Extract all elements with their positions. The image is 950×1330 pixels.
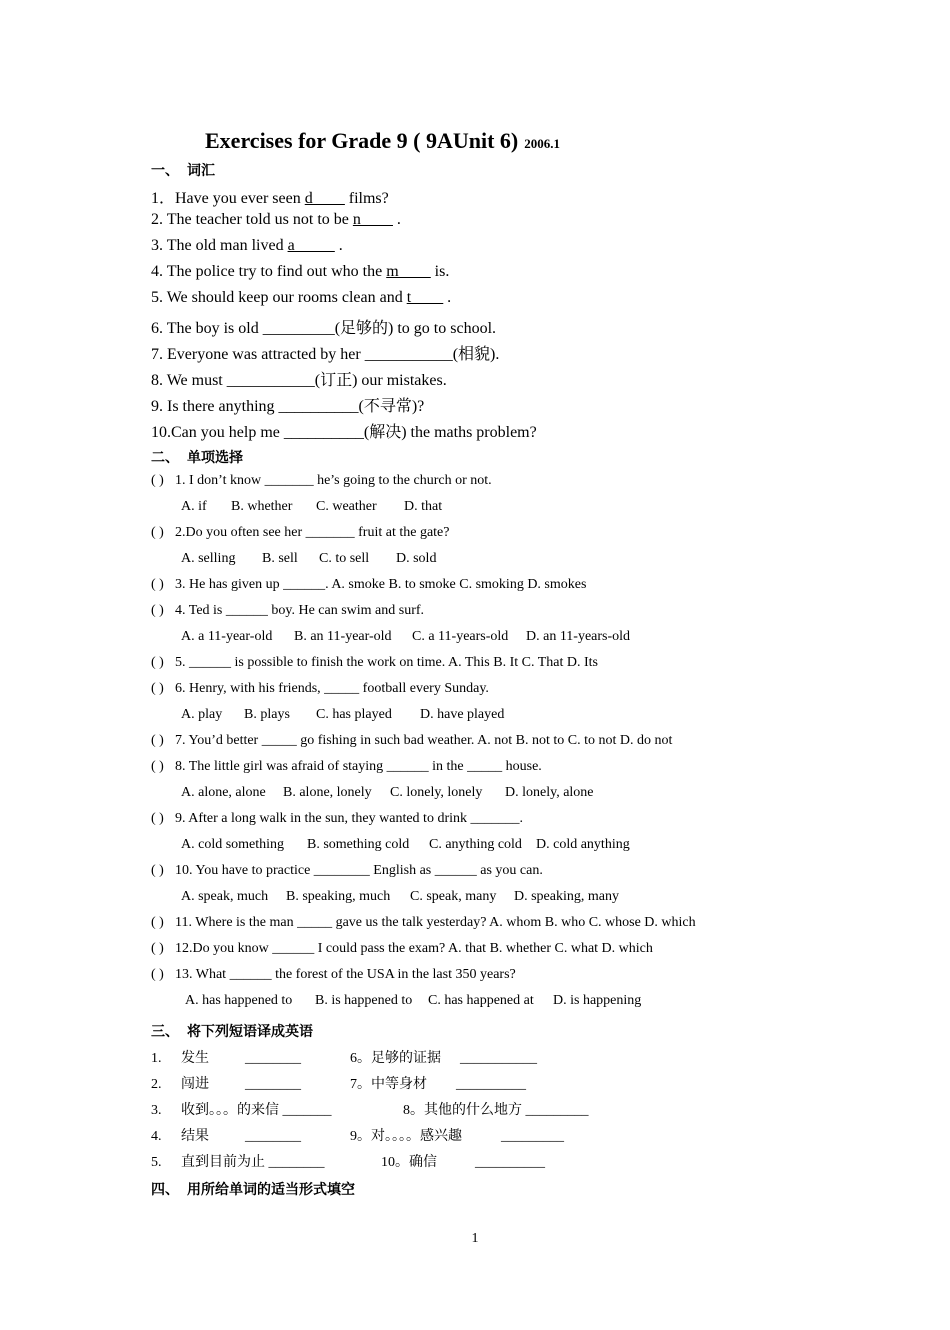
vocab-item-6: 6. The boy is old _________(足够的) to go to school. bbox=[151, 320, 497, 337]
mc-option: D. cold anything bbox=[536, 837, 630, 852]
mc-option: A. play bbox=[181, 707, 223, 722]
mc-option: C. a 11-years-old bbox=[412, 629, 509, 644]
mc-option: D. speaking, many bbox=[514, 889, 619, 904]
fill-blank[interactable]: ________ bbox=[268, 1155, 325, 1170]
mc-question-7: ( ) 7. You’d better _____ go fishing in such bad weather. A. not B. not to C. to not D. do not bbox=[151, 733, 673, 748]
mc-option: A. speak, much bbox=[181, 889, 269, 904]
mc-option: C. weather bbox=[316, 499, 377, 514]
mc-question-5: ( ) 5. ______ is possible to finish the work on time. A. This B. It C. That D. Its bbox=[151, 655, 598, 670]
mc-option: A. cold something bbox=[181, 837, 285, 852]
phrase-item-6: 6。足够的证据 ___________ bbox=[350, 1051, 537, 1066]
phrase-item-2: 2. 闯进 ________ bbox=[151, 1077, 301, 1092]
vocab-item-7: 7. Everyone was attracted by her ___________(相貌). bbox=[151, 346, 500, 363]
phrase-item-7: 7。中等身材 __________ bbox=[350, 1077, 526, 1092]
vocab-item-2: 2. The teacher told us not to be n____ . bbox=[151, 211, 401, 228]
mc-question-10: ( ) 10. You have to practice ________ English as ______ as you can. bbox=[151, 863, 543, 878]
mc-option: C. to sell bbox=[319, 551, 370, 566]
fill-blank[interactable]: ________ bbox=[245, 1077, 301, 1092]
mc-question-2: ( ) 2.Do you often see her _______ fruit at the gate? bbox=[151, 525, 450, 540]
answer-bracket[interactable]: ( ) bbox=[151, 915, 164, 930]
mc-option: C. has happened at bbox=[428, 993, 534, 1008]
answer-bracket[interactable]: ( ) bbox=[151, 733, 164, 748]
phrase-item-9: 9。对。。。。感兴趣 _________ bbox=[350, 1129, 564, 1144]
phrase-item-3: 3. 收到。。。的来信 _______ bbox=[151, 1103, 332, 1118]
mc-option: B. whether bbox=[231, 499, 293, 514]
section-heading-multiple-choice: 二、 单项选择 bbox=[151, 451, 243, 466]
fill-blank[interactable]: t____ bbox=[406, 289, 444, 306]
answer-bracket[interactable]: ( ) bbox=[151, 655, 164, 670]
fill-blank[interactable]: __________ bbox=[475, 1155, 545, 1170]
mc-question-1: ( ) 1. I don’t know _______ he’s going to the church or not. bbox=[151, 473, 492, 488]
mc-option: D. sold bbox=[396, 551, 437, 566]
answer-bracket[interactable]: ( ) bbox=[151, 863, 164, 878]
answer-bracket[interactable]: ( ) bbox=[151, 759, 164, 774]
section-heading-translation: 三、 将下列短语译成英语 bbox=[151, 1025, 313, 1040]
mc-question-13: ( ) 13. What ______ the forest of the USA in the last 350 years? bbox=[151, 967, 516, 982]
title-main: Exercises for Grade 9 ( 9AUnit 6) bbox=[205, 128, 519, 153]
mc-option: B. something cold bbox=[307, 837, 410, 852]
phrase-item-5: 5. 直到目前为止 ________ bbox=[151, 1155, 325, 1170]
mc-option: B. alone, lonely bbox=[283, 785, 372, 800]
fill-blank[interactable]: ________ bbox=[245, 1051, 301, 1066]
mc-question-12: ( ) 12.Do you know ______ I could pass the exam? A. that B. whether C. what D. which bbox=[151, 941, 653, 956]
fill-blank[interactable]: d____ bbox=[304, 190, 345, 207]
answer-bracket[interactable]: ( ) bbox=[151, 941, 164, 956]
vocab-item-4: 4. The police try to find out who the m____ is. bbox=[151, 263, 450, 280]
mc-option: A. alone, alone bbox=[181, 785, 266, 800]
mc-option: A. has happened to bbox=[185, 993, 293, 1008]
mc-option: C. speak, many bbox=[410, 889, 497, 904]
section-heading-vocabulary bbox=[151, 160, 215, 180]
mc-option: B. is happened to bbox=[315, 993, 413, 1008]
mc-question-9: ( ) 9. After a long walk in the sun, they wanted to drink _______. bbox=[151, 811, 523, 826]
answer-bracket[interactable]: ( ) bbox=[151, 577, 164, 592]
mc-option: B. an 11-year-old bbox=[294, 629, 392, 644]
vocab-item-3: 3. The old man lived a_____ . bbox=[151, 237, 343, 254]
answer-bracket[interactable]: ( ) bbox=[151, 525, 164, 540]
fill-blank[interactable]: _________ bbox=[525, 1103, 589, 1118]
mc-question-3: ( ) 3. He has given up ______. A. smoke B. to smoke C. smoking D. smokes bbox=[151, 577, 587, 592]
page-title bbox=[205, 128, 560, 154]
section-number: 一、 bbox=[151, 164, 179, 179]
fill-blank[interactable]: m____ bbox=[386, 263, 431, 280]
mc-option: A. selling bbox=[181, 551, 236, 566]
fill-blank[interactable]: ________ bbox=[245, 1129, 301, 1144]
vocab-item-9: 9. Is there anything __________(不寻常)? bbox=[151, 398, 425, 415]
vocab-item-10: 10.Can you help me __________(解决) the maths problem? bbox=[151, 424, 537, 441]
section-label: 词汇 bbox=[187, 164, 215, 179]
answer-bracket[interactable]: ( ) bbox=[151, 603, 164, 618]
phrase-item-1: 1. 发生 ________ bbox=[151, 1051, 301, 1066]
answer-bracket[interactable]: ( ) bbox=[151, 473, 164, 488]
mc-question-8: ( ) 8. The little girl was afraid of staying ______ in the _____ house. bbox=[151, 759, 542, 774]
answer-bracket[interactable]: ( ) bbox=[151, 811, 164, 826]
answer-bracket[interactable]: ( ) bbox=[151, 681, 164, 696]
mc-option: B. speaking, much bbox=[286, 889, 391, 904]
fill-blank[interactable]: __________ bbox=[456, 1077, 526, 1092]
fill-blank[interactable]: a_____ bbox=[287, 237, 335, 254]
mc-option: B. plays bbox=[244, 707, 290, 722]
mc-option: D. is happening bbox=[553, 993, 642, 1008]
mc-question-6: ( ) 6. Henry, with his friends, _____ football every Sunday. bbox=[151, 681, 489, 696]
phrase-item-8: 8。其他的什么地方 _________ bbox=[403, 1103, 589, 1118]
fill-blank[interactable]: ___________ bbox=[460, 1051, 537, 1066]
answer-bracket[interactable]: ( ) bbox=[151, 967, 164, 982]
vocab-item-8: 8. We must ___________(订正) our mistakes. bbox=[151, 372, 447, 389]
mc-option: A. a 11-year-old bbox=[181, 629, 273, 644]
fill-blank[interactable]: _______ bbox=[282, 1103, 332, 1118]
phrase-item-4: 4. 结果 ________ bbox=[151, 1129, 301, 1144]
mc-option: C. anything cold bbox=[429, 837, 522, 852]
mc-option: D. that bbox=[404, 499, 443, 514]
title-date: 2006.1 bbox=[524, 136, 560, 151]
fill-blank[interactable]: _________ bbox=[501, 1129, 564, 1144]
mc-option: D. lonely, alone bbox=[505, 785, 594, 800]
vocab-item-5: 5. We should keep our rooms clean and t____ . bbox=[151, 289, 452, 306]
vocab-item-1: 1．Have you ever seen d____ films? bbox=[151, 190, 389, 207]
fill-blank[interactable]: n____ bbox=[352, 211, 393, 228]
mc-option: A. if bbox=[181, 499, 207, 514]
section-heading-word-forms: 四、 用所给单词的适当形式填空 bbox=[151, 1183, 355, 1198]
phrase-item-10: 10。确信 __________ bbox=[381, 1155, 545, 1170]
mc-option: C. lonely, lonely bbox=[390, 785, 483, 800]
mc-question-4: ( ) 4. Ted is ______ boy. He can swim and surf. bbox=[151, 603, 425, 618]
mc-option: C. has played bbox=[316, 707, 392, 722]
mc-option: D. an 11-years-old bbox=[526, 629, 631, 644]
page-number: 1 bbox=[471, 1231, 479, 1246]
mc-option: B. sell bbox=[262, 551, 298, 566]
mc-question-11: ( ) 11. Where is the man _____ gave us the talk yesterday? A. whom B. who C. whose D. which bbox=[151, 915, 696, 930]
mc-option: D. have played bbox=[420, 707, 505, 722]
